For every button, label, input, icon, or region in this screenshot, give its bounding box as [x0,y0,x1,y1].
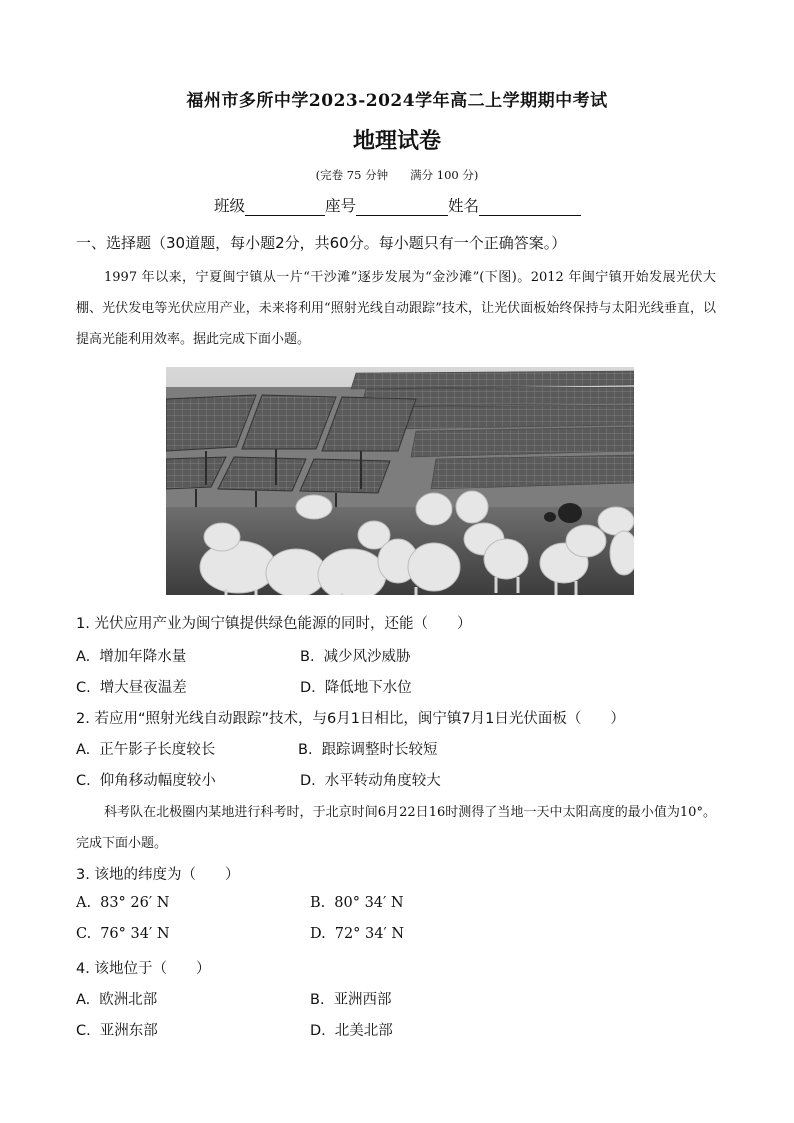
question-1-stem: 1. 光伏应用产业为闽宁镇提供绿色能源的同时，还能（ ） [76,616,472,632]
q4-option-d[interactable]: D. 北美北部 [310,1023,393,1039]
q3-option-b[interactable]: B. 80° 34′ N [310,895,404,911]
passage-2: 科考队在北极圈内某地进行科考时，于北京时间6月22日16时测得了当地一天中太阳高度的最小值为10°。完成下面小题。 [76,805,716,851]
seat-label: 座号 [325,197,357,215]
name-field[interactable] [479,199,581,216]
q4-option-c[interactable]: C. 亚洲东部 [76,1023,158,1039]
seat-field[interactable] [356,199,448,216]
q2-option-a[interactable]: A. 正午影子长度较长 [76,742,216,758]
q3-option-d[interactable]: D. 72° 34′ N [310,926,405,942]
q1-option-d[interactable]: D. 降低地下水位 [300,680,412,696]
exam-meta [0,167,794,183]
q1-option-a[interactable]: A. 增加年降水量 [76,649,187,665]
q1-option-b[interactable]: B. 减少风沙威胁 [300,649,411,665]
passage-1: 1997 年以来，宁夏闽宁镇从一片“干沙滩”逐步发展为“金沙滩”(下图)。2012 年闽宁镇开始发展光伏大棚、光伏发电等光伏应用产业，未来将利用“照射光线自动跟踪”技术，让光伏面板始终保持与太阳光线垂直，以提高光能利用效率。据此完成下面小题。 [76,270,716,347]
photo-solar-panels-sheep [166,367,634,595]
subject-title: 地理试卷 [352,129,441,154]
question-2-stem: 2. 若应用“照射光线自动跟踪”技术，与6月1日相比，闽宁镇7月1日光伏面板（ ） [76,711,625,727]
q1-option-c[interactable]: C. 增大昼夜温差 [76,680,187,696]
exam-score: 满分 100 分) [410,168,479,182]
exam-time: (完卷 75 分钟 [315,168,389,182]
q2-option-c[interactable]: C. 仰角移动幅度较小 [76,773,216,789]
q2-option-b[interactable]: B. 跟踪调整时长较短 [298,742,438,758]
student-info-fields [214,194,581,216]
class-field[interactable] [245,199,325,216]
q4-option-b[interactable]: B. 亚洲西部 [310,992,392,1008]
name-label: 姓名 [448,197,480,215]
class-label: 班级 [214,197,246,215]
q4-option-a[interactable]: A. 欧洲北部 [76,992,158,1008]
exam-title: 福州市多所中学2023-2024学年高二上学期期中考试 [186,91,608,111]
q3-option-a[interactable]: A. 83° 26′ N [76,895,170,911]
question-4-stem: 4. 该地位于（ ） [76,961,211,977]
q3-option-c[interactable]: C. 76° 34′ N [76,926,170,942]
question-3-stem: 3. 该地的纬度为（ ） [76,867,240,883]
q2-option-d[interactable]: D. 水平转动角度较大 [300,773,441,789]
section-heading: 一、选择题（30道题，每小题2分，共60分。每小题只有一个正确答案。） [76,234,567,252]
